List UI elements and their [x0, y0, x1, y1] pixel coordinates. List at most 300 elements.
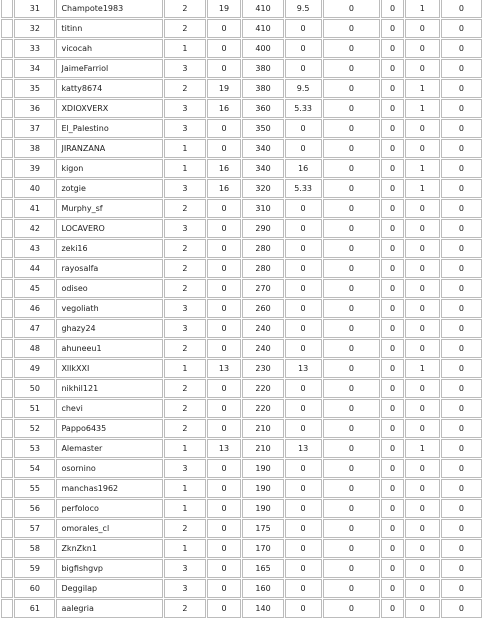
stat-cell-1: 2	[164, 519, 205, 538]
points-cell: 310	[242, 199, 283, 218]
stat-cell-2: 16	[207, 179, 242, 198]
stat-cell-6: 0	[381, 299, 404, 318]
stat-cell-6: 0	[381, 139, 404, 158]
stat-cell-4: 0	[285, 399, 322, 418]
table-row	[1, 519, 482, 538]
player-name-cell: zotgie	[56, 179, 163, 198]
points-cell: 270	[242, 279, 283, 298]
stat-cell-1: 2	[164, 379, 205, 398]
stat-cell-8: 0	[441, 539, 482, 558]
stat-cell-7: 0	[405, 299, 440, 318]
rank-cell: 60	[14, 579, 55, 598]
stat-cell-6: 0	[381, 439, 404, 458]
stat-cell-6: 0	[381, 0, 404, 18]
stat-cell-6: 0	[381, 359, 404, 378]
row-spacer-cell	[1, 139, 13, 158]
points-cell: 240	[242, 339, 283, 358]
table-row	[1, 439, 482, 458]
rank-cell: 58	[14, 539, 55, 558]
table-row	[1, 119, 482, 138]
stat-cell-8: 0	[441, 319, 482, 338]
table-row	[1, 239, 482, 258]
points-cell: 210	[242, 439, 283, 458]
stat-cell-2: 0	[207, 379, 242, 398]
stat-cell-1: 1	[164, 359, 205, 378]
stat-cell-1: 3	[164, 99, 205, 118]
row-spacer-cell	[1, 199, 13, 218]
stat-cell-2: 13	[207, 359, 242, 378]
stat-cell-7: 0	[405, 479, 440, 498]
row-spacer-cell	[1, 59, 13, 78]
stat-cell-7: 0	[405, 499, 440, 518]
points-cell: 380	[242, 79, 283, 98]
stat-cell-5: 0	[323, 399, 381, 418]
stat-cell-4: 0	[285, 119, 322, 138]
rank-cell: 34	[14, 59, 55, 78]
stat-cell-5: 0	[323, 299, 381, 318]
table-row	[1, 179, 482, 198]
stat-cell-5: 0	[323, 499, 381, 518]
stat-cell-1: 3	[164, 319, 205, 338]
player-name-cell: JIRANZANA	[56, 139, 163, 158]
stat-cell-6: 0	[381, 219, 404, 238]
player-name-cell: manchas1962	[56, 479, 163, 498]
stat-cell-1: 3	[164, 299, 205, 318]
stat-cell-4: 9.5	[285, 79, 322, 98]
stat-cell-7: 0	[405, 519, 440, 538]
stat-cell-1: 2	[164, 19, 205, 38]
stat-cell-8: 0	[441, 499, 482, 518]
rank-cell: 36	[14, 99, 55, 118]
stat-cell-5: 0	[323, 419, 381, 438]
stat-cell-7: 0	[405, 19, 440, 38]
table-row	[1, 59, 482, 78]
stat-cell-4: 0	[285, 59, 322, 78]
row-spacer-cell	[1, 279, 13, 298]
points-cell: 410	[242, 19, 283, 38]
player-name-cell: El_Palestino	[56, 119, 163, 138]
points-cell: 160	[242, 579, 283, 598]
stat-cell-4: 0	[285, 559, 322, 578]
stat-cell-6: 0	[381, 539, 404, 558]
stat-cell-2: 0	[207, 519, 242, 538]
stat-cell-7: 0	[405, 339, 440, 358]
stat-cell-1: 1	[164, 499, 205, 518]
stat-cell-5: 0	[323, 199, 381, 218]
table-row	[1, 279, 482, 298]
stat-cell-2: 0	[207, 319, 242, 338]
stat-cell-8: 0	[441, 519, 482, 538]
stat-cell-7: 0	[405, 539, 440, 558]
stat-cell-1: 3	[164, 219, 205, 238]
table-row	[1, 0, 482, 18]
player-name-cell: bigfishgvp	[56, 559, 163, 578]
stat-cell-2: 0	[207, 299, 242, 318]
stat-cell-8: 0	[441, 219, 482, 238]
player-name-cell: vegoliath	[56, 299, 163, 318]
stat-cell-8: 0	[441, 559, 482, 578]
stat-cell-5: 0	[323, 99, 381, 118]
stat-cell-4: 13	[285, 439, 322, 458]
stat-cell-1: 3	[164, 59, 205, 78]
stat-cell-2: 0	[207, 139, 242, 158]
row-spacer-cell	[1, 319, 13, 338]
stat-cell-5: 0	[323, 0, 381, 18]
stat-cell-4: 0	[285, 599, 322, 618]
stat-cell-8: 0	[441, 359, 482, 378]
player-name-cell: nikhil121	[56, 379, 163, 398]
stat-cell-8: 0	[441, 279, 482, 298]
stat-cell-5: 0	[323, 379, 381, 398]
rank-cell: 55	[14, 479, 55, 498]
stat-cell-8: 0	[441, 419, 482, 438]
stat-cell-1: 3	[164, 119, 205, 138]
table-row	[1, 499, 482, 518]
stat-cell-5: 0	[323, 339, 381, 358]
stat-cell-4: 0	[285, 459, 322, 478]
stat-cell-4: 0	[285, 299, 322, 318]
stat-cell-7: 0	[405, 599, 440, 618]
rank-cell: 46	[14, 299, 55, 318]
stat-cell-4: 0	[285, 319, 322, 338]
row-spacer-cell	[1, 219, 13, 238]
row-spacer-cell	[1, 379, 13, 398]
stat-cell-8: 0	[441, 19, 482, 38]
row-spacer-cell	[1, 419, 13, 438]
stat-cell-5: 0	[323, 219, 381, 238]
row-spacer-cell	[1, 79, 13, 98]
stat-cell-6: 0	[381, 199, 404, 218]
points-cell: 400	[242, 39, 283, 58]
stat-cell-6: 0	[381, 259, 404, 278]
stat-cell-7: 1	[405, 159, 440, 178]
stat-cell-4: 0	[285, 279, 322, 298]
stat-cell-8: 0	[441, 399, 482, 418]
rank-cell: 40	[14, 179, 55, 198]
table-row	[1, 419, 482, 438]
stat-cell-2: 0	[207, 539, 242, 558]
stat-cell-4: 0	[285, 239, 322, 258]
stat-cell-6: 0	[381, 459, 404, 478]
table-row	[1, 299, 482, 318]
rank-cell: 32	[14, 19, 55, 38]
player-name-cell: Alemaster	[56, 439, 163, 458]
stat-cell-1: 2	[164, 199, 205, 218]
stat-cell-1: 1	[164, 39, 205, 58]
stat-cell-4: 0	[285, 139, 322, 158]
stat-cell-7: 0	[405, 319, 440, 338]
stat-cell-2: 16	[207, 159, 242, 178]
stat-cell-4: 16	[285, 159, 322, 178]
stat-cell-4: 9.5	[285, 0, 322, 18]
table-row	[1, 599, 482, 618]
stat-cell-1: 2	[164, 239, 205, 258]
rank-cell: 39	[14, 159, 55, 178]
row-spacer-cell	[1, 599, 13, 618]
stat-cell-7: 1	[405, 439, 440, 458]
stat-cell-6: 0	[381, 99, 404, 118]
stat-cell-2: 0	[207, 199, 242, 218]
rank-cell: 51	[14, 399, 55, 418]
rank-cell: 33	[14, 39, 55, 58]
stat-cell-5: 0	[323, 539, 381, 558]
rank-cell: 41	[14, 199, 55, 218]
stat-cell-1: 2	[164, 259, 205, 278]
stat-cell-8: 0	[441, 259, 482, 278]
stat-cell-5: 0	[323, 239, 381, 258]
rank-cell: 59	[14, 559, 55, 578]
stat-cell-8: 0	[441, 299, 482, 318]
stat-cell-5: 0	[323, 59, 381, 78]
stat-cell-2: 0	[207, 219, 242, 238]
stat-cell-7: 0	[405, 139, 440, 158]
row-spacer-cell	[1, 39, 13, 58]
stat-cell-7: 0	[405, 39, 440, 58]
stat-cell-2: 19	[207, 0, 242, 18]
player-name-cell: ZknZkn1	[56, 539, 163, 558]
stat-cell-6: 0	[381, 499, 404, 518]
table-row	[1, 19, 482, 38]
table-row	[1, 359, 482, 378]
stat-cell-7: 0	[405, 459, 440, 478]
player-name-cell: chevi	[56, 399, 163, 418]
row-spacer-cell	[1, 359, 13, 378]
standings-body	[1, 0, 482, 618]
stat-cell-1: 3	[164, 559, 205, 578]
stat-cell-1: 2	[164, 599, 205, 618]
stat-cell-1: 3	[164, 459, 205, 478]
stat-cell-4: 0	[285, 19, 322, 38]
stat-cell-6: 0	[381, 39, 404, 58]
table-row	[1, 319, 482, 338]
stat-cell-5: 0	[323, 19, 381, 38]
stat-cell-8: 0	[441, 119, 482, 138]
stat-cell-4: 13	[285, 359, 322, 378]
points-cell: 350	[242, 119, 283, 138]
row-spacer-cell	[1, 159, 13, 178]
stat-cell-8: 0	[441, 599, 482, 618]
points-cell: 260	[242, 299, 283, 318]
stat-cell-2: 0	[207, 39, 242, 58]
stat-cell-4: 0	[285, 259, 322, 278]
stat-cell-2: 0	[207, 479, 242, 498]
stat-cell-2: 0	[207, 279, 242, 298]
stat-cell-8: 0	[441, 79, 482, 98]
points-cell: 280	[242, 239, 283, 258]
stat-cell-6: 0	[381, 239, 404, 258]
stat-cell-2: 16	[207, 99, 242, 118]
stat-cell-4: 0	[285, 479, 322, 498]
player-name-cell: LOCAVERO	[56, 219, 163, 238]
stat-cell-1: 2	[164, 399, 205, 418]
stat-cell-2: 0	[207, 559, 242, 578]
stat-cell-8: 0	[441, 479, 482, 498]
row-spacer-cell	[1, 399, 13, 418]
stat-cell-7: 0	[405, 199, 440, 218]
stat-cell-4: 0	[285, 199, 322, 218]
stat-cell-2: 19	[207, 79, 242, 98]
rank-cell: 57	[14, 519, 55, 538]
stat-cell-2: 0	[207, 19, 242, 38]
stat-cell-2: 0	[207, 599, 242, 618]
stat-cell-5: 0	[323, 79, 381, 98]
points-cell: 410	[242, 0, 283, 18]
points-cell: 165	[242, 559, 283, 578]
stat-cell-4: 0	[285, 379, 322, 398]
row-spacer-cell	[1, 179, 13, 198]
row-spacer-cell	[1, 299, 13, 318]
stat-cell-7: 0	[405, 579, 440, 598]
points-cell: 230	[242, 359, 283, 378]
stat-cell-8: 0	[441, 0, 482, 18]
stat-cell-6: 0	[381, 419, 404, 438]
player-name-cell: ahuneeu1	[56, 339, 163, 358]
stat-cell-4: 0	[285, 579, 322, 598]
stat-cell-2: 0	[207, 119, 242, 138]
stat-cell-4: 0	[285, 539, 322, 558]
points-cell: 140	[242, 599, 283, 618]
points-cell: 320	[242, 179, 283, 198]
stat-cell-5: 0	[323, 279, 381, 298]
stat-cell-7: 0	[405, 219, 440, 238]
stat-cell-6: 0	[381, 19, 404, 38]
stat-cell-7: 0	[405, 379, 440, 398]
rank-cell: 61	[14, 599, 55, 618]
table-row	[1, 339, 482, 358]
stat-cell-5: 0	[323, 519, 381, 538]
stat-cell-5: 0	[323, 439, 381, 458]
points-cell: 380	[242, 59, 283, 78]
stat-cell-7: 0	[405, 59, 440, 78]
points-cell: 190	[242, 499, 283, 518]
stat-cell-5: 0	[323, 579, 381, 598]
points-cell: 190	[242, 459, 283, 478]
player-name-cell: aalegria	[56, 599, 163, 618]
points-cell: 280	[242, 259, 283, 278]
stat-cell-8: 0	[441, 39, 482, 58]
stat-cell-7: 0	[405, 559, 440, 578]
stat-cell-4: 0	[285, 39, 322, 58]
stat-cell-8: 0	[441, 139, 482, 158]
rank-cell: 53	[14, 439, 55, 458]
player-name-cell: Pappo6435	[56, 419, 163, 438]
stat-cell-7: 1	[405, 0, 440, 18]
table-row	[1, 219, 482, 238]
table-row	[1, 139, 482, 158]
player-name-cell: JaimeFarriol	[56, 59, 163, 78]
table-row	[1, 539, 482, 558]
stat-cell-1: 1	[164, 479, 205, 498]
stat-cell-1: 1	[164, 539, 205, 558]
points-cell: 290	[242, 219, 283, 238]
table-row	[1, 579, 482, 598]
stat-cell-6: 0	[381, 319, 404, 338]
stat-cell-5: 0	[323, 319, 381, 338]
table-row	[1, 259, 482, 278]
player-name-cell: perfoloco	[56, 499, 163, 518]
row-spacer-cell	[1, 0, 13, 18]
stat-cell-2: 13	[207, 439, 242, 458]
stat-cell-2: 0	[207, 59, 242, 78]
stat-cell-7: 0	[405, 399, 440, 418]
stat-cell-8: 0	[441, 339, 482, 358]
player-name-cell: titinn	[56, 19, 163, 38]
table-row	[1, 379, 482, 398]
stat-cell-4: 0	[285, 339, 322, 358]
stat-cell-7: 0	[405, 239, 440, 258]
row-spacer-cell	[1, 259, 13, 278]
stat-cell-5: 0	[323, 139, 381, 158]
rank-cell: 31	[14, 0, 55, 18]
stat-cell-5: 0	[323, 479, 381, 498]
table-row	[1, 559, 482, 578]
stat-cell-2: 0	[207, 579, 242, 598]
row-spacer-cell	[1, 239, 13, 258]
stat-cell-6: 0	[381, 519, 404, 538]
player-name-cell: ghazy24	[56, 319, 163, 338]
stat-cell-6: 0	[381, 59, 404, 78]
stat-cell-7: 0	[405, 119, 440, 138]
rank-cell: 47	[14, 319, 55, 338]
table-row	[1, 479, 482, 498]
player-name-cell: katty8674	[56, 79, 163, 98]
player-name-cell: omorales_cl	[56, 519, 163, 538]
player-name-cell: osornino	[56, 459, 163, 478]
player-name-cell: XllkXXI	[56, 359, 163, 378]
row-spacer-cell	[1, 459, 13, 478]
player-name-cell: Murphy_sf	[56, 199, 163, 218]
rank-cell: 37	[14, 119, 55, 138]
stat-cell-5: 0	[323, 259, 381, 278]
stat-cell-7: 1	[405, 99, 440, 118]
stat-cell-2: 0	[207, 459, 242, 478]
stat-cell-2: 0	[207, 499, 242, 518]
row-spacer-cell	[1, 519, 13, 538]
stat-cell-6: 0	[381, 279, 404, 298]
stat-cell-2: 0	[207, 399, 242, 418]
stat-cell-7: 0	[405, 279, 440, 298]
stat-cell-8: 0	[441, 439, 482, 458]
points-cell: 175	[242, 519, 283, 538]
stat-cell-6: 0	[381, 159, 404, 178]
row-spacer-cell	[1, 499, 13, 518]
stat-cell-7: 1	[405, 359, 440, 378]
rank-cell: 52	[14, 419, 55, 438]
table-row	[1, 159, 482, 178]
row-spacer-cell	[1, 339, 13, 358]
table-row	[1, 39, 482, 58]
player-name-cell: XDIOXVERX	[56, 99, 163, 118]
player-name-cell: Deggilap	[56, 579, 163, 598]
player-name-cell: kigon	[56, 159, 163, 178]
stat-cell-6: 0	[381, 119, 404, 138]
points-cell: 360	[242, 99, 283, 118]
row-spacer-cell	[1, 19, 13, 38]
stat-cell-2: 0	[207, 419, 242, 438]
stat-cell-1: 2	[164, 0, 205, 18]
stat-cell-2: 0	[207, 259, 242, 278]
stat-cell-4: 0	[285, 519, 322, 538]
stat-cell-6: 0	[381, 399, 404, 418]
stat-cell-8: 0	[441, 179, 482, 198]
stat-cell-6: 0	[381, 579, 404, 598]
player-name-cell: odiseo	[56, 279, 163, 298]
stat-cell-1: 3	[164, 179, 205, 198]
stat-cell-4: 5.33	[285, 179, 322, 198]
stat-cell-8: 0	[441, 379, 482, 398]
stat-cell-4: 5.33	[285, 99, 322, 118]
rank-cell: 54	[14, 459, 55, 478]
